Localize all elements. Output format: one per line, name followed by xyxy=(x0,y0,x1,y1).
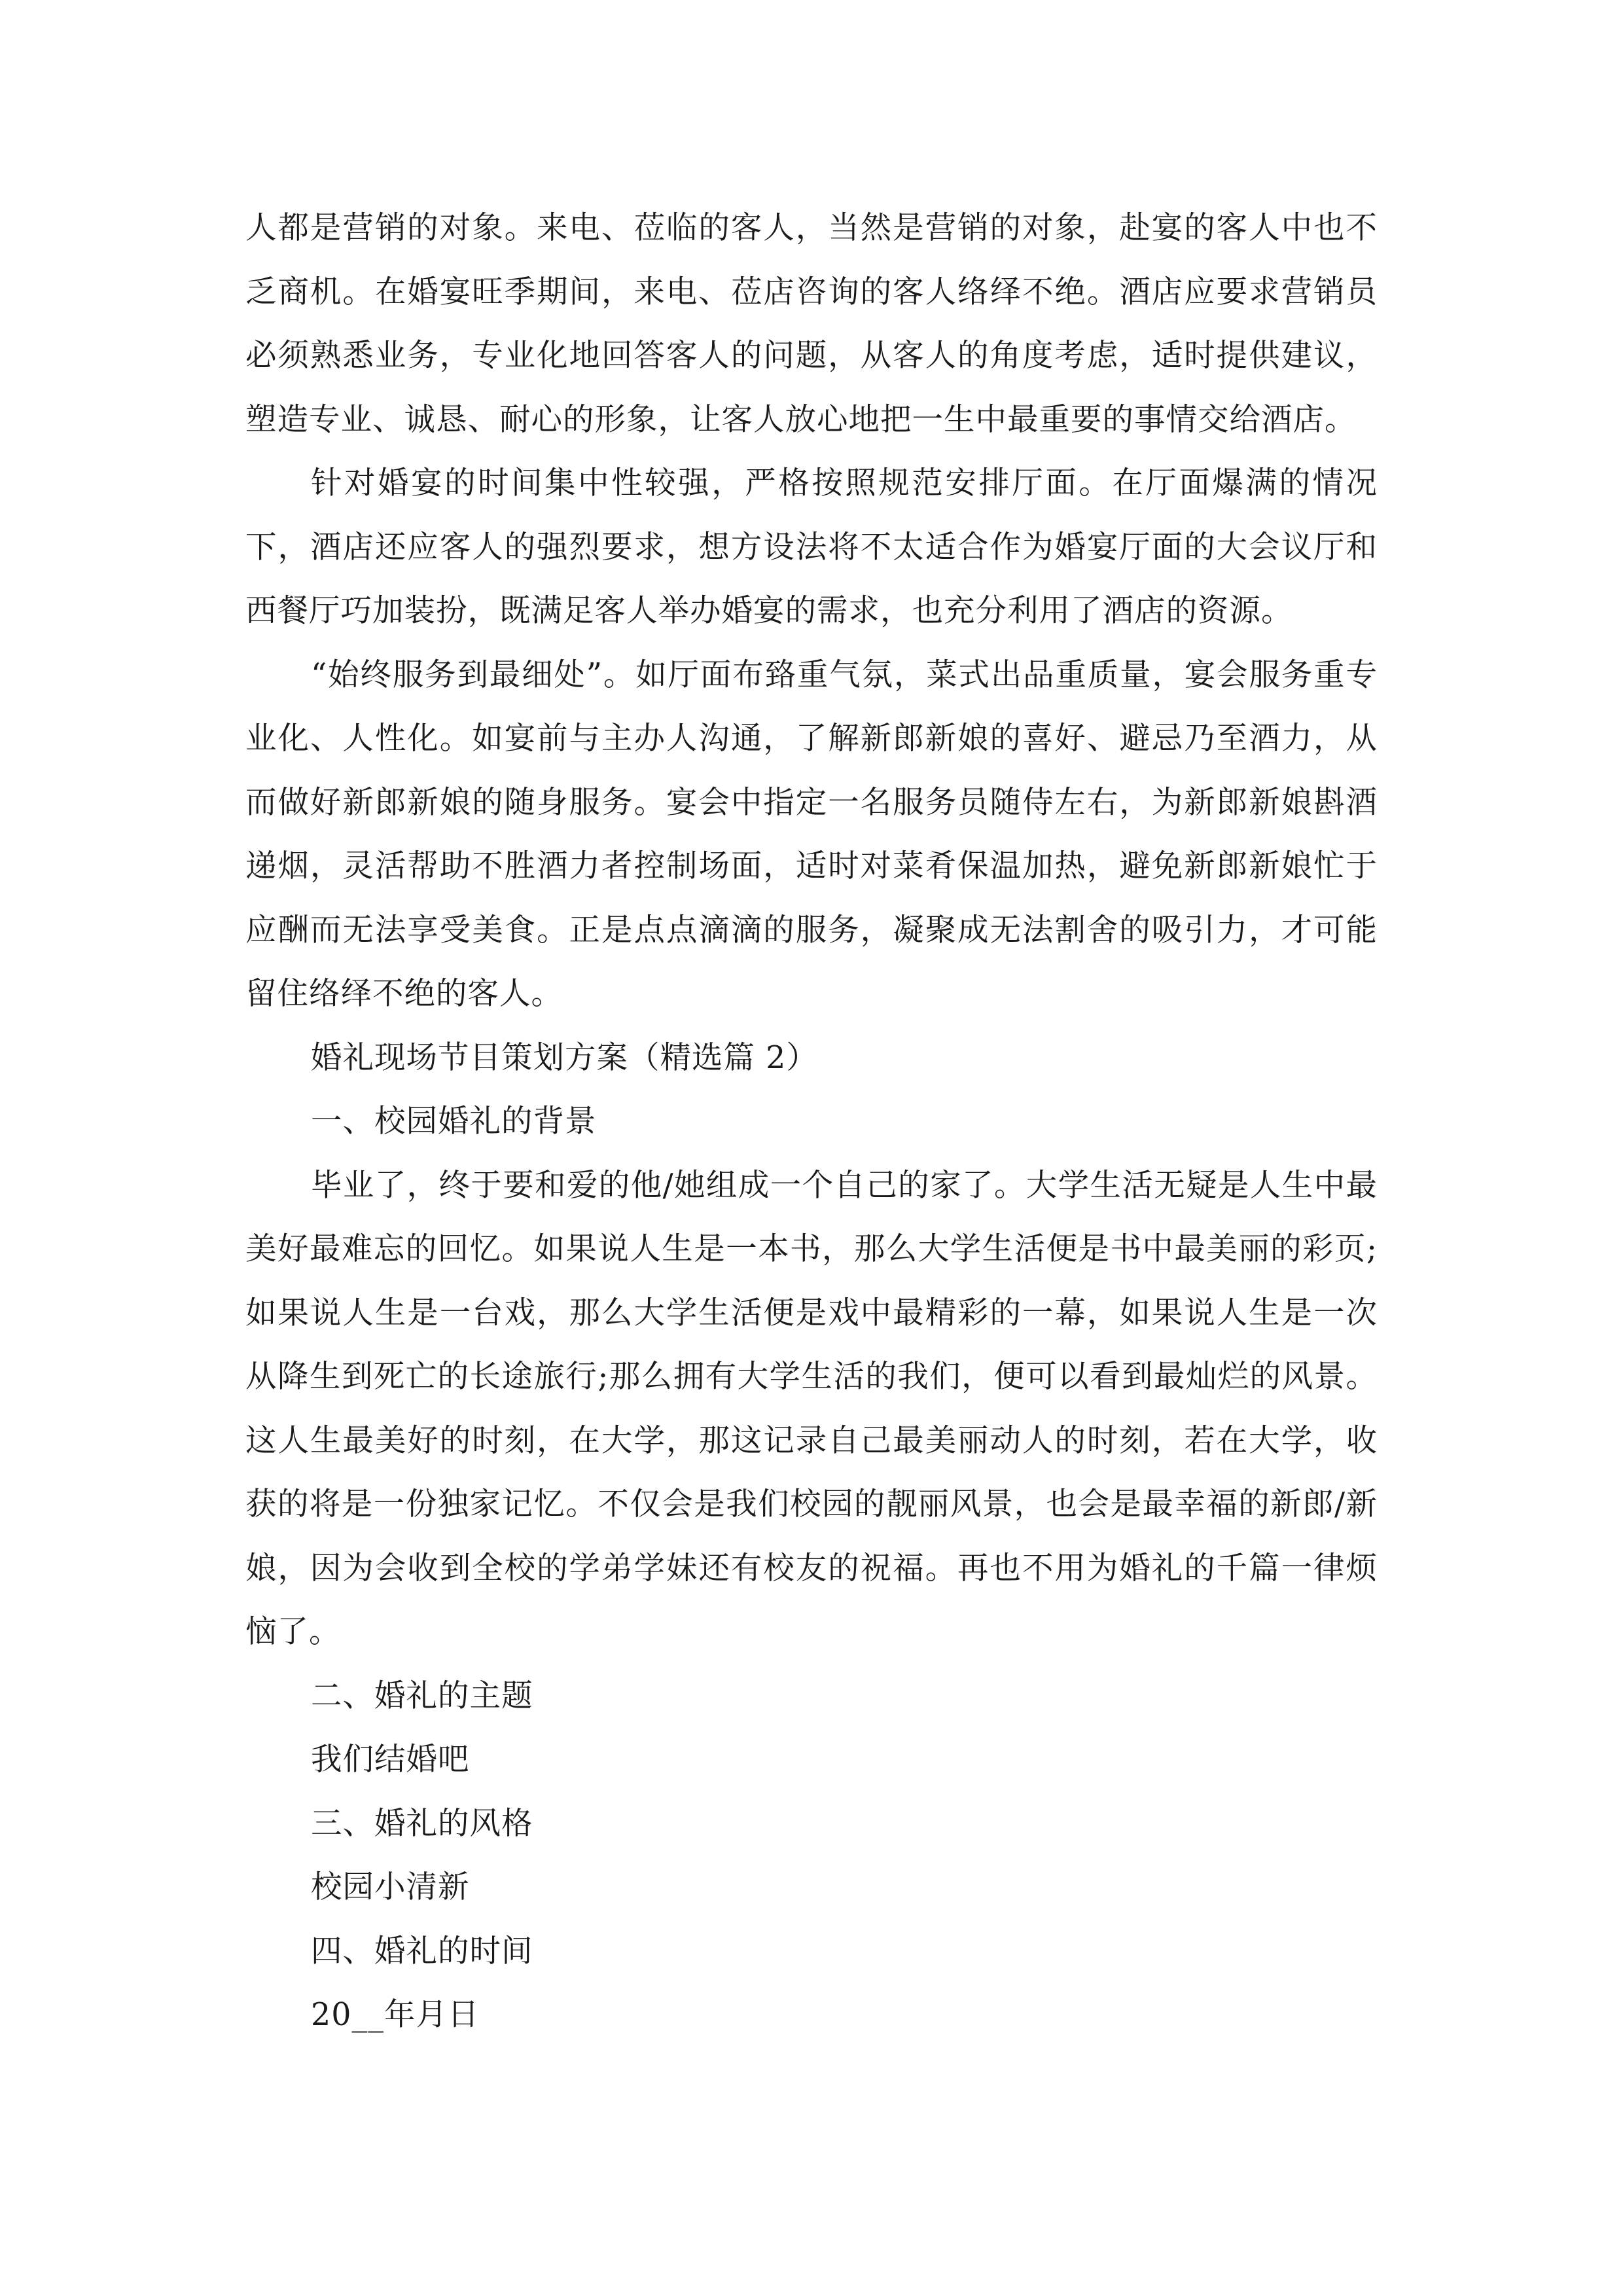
section-title: 婚礼现场节目策划方案（精选篇 2） xyxy=(311,1039,818,1076)
text-style: 校园小清新 xyxy=(311,1869,470,1905)
paragraph-marketing: 人都是营销的对象。来电、莅临的客人，当然是营销的对象，赴宴的客人中也不乏商机。在婚宴旺季期间，来电、莅店咨询的客人络绎不绝。酒店应要求营销员必须熟悉业务，专业化地回答客人的问题，从客人的角度考虑，适时提供建议，塑造专业、诚恳、耐心的形象，让客人放心地把一生中最重要的事情交给酒店。 xyxy=(245,210,1378,438)
paragraph-service-detail: “始终服务到最细处”。如厅面布臵重气氛，菜式出品重质量，宴会服务重专业化、人性化。如宴前与主办人沟通，了解新郎新娘的喜好、避忌乃至酒力，从而做好新郎新娘的随身服务。宴会中指定一名服务员随侍左右，为新郎新娘斟酒递烟，灵活帮助不胜酒力者控制场面，适时对菜肴保温加热，避免新郎新娘忙于应酬而无法享受美食。正是点点滴滴的服务，凝聚成无法割舍的吸引力，才可能留住络绎不绝的客人。 xyxy=(245,656,1378,1012)
paragraph-banquet-hall: 针对婚宴的时间集中性较强，严格按照规范安排厅面。在厅面爆满的情况下，酒店还应客人的强烈要求，想方设法将不太适合作为婚宴厅面的大会议厅和西餐厅巧加装扮，既满足客人举办婚宴的需求，也充分利用了酒店的资源。 xyxy=(245,465,1378,629)
document-body xyxy=(245,196,1378,2047)
text-theme: 我们结婚吧 xyxy=(311,1742,470,1778)
heading-time: 四、婚礼的时间 xyxy=(311,1933,533,1969)
text-time: 20__年月日 xyxy=(311,1997,480,2033)
heading-style: 三、婚礼的风格 xyxy=(311,1805,533,1842)
paragraph-background: 毕业了，终于要和爱的他/她组成一个自己的家了。大学生活无疑是人生中最美好最难忘的回忆。如果说人生是一本书，那么大学生活便是书中最美丽的彩页;如果说人生是一台戏，那么大学生活便是戏中最精彩的一幕，如果说人生是一次从降生到死亡的长途旅行;那么拥有大学生活的我们，便可以看到最灿烂的风景。这人生最美好的时刻，在大学，那这记录自己最美丽动人的时刻，若在大学，收获的将是一份独家记忆。不仅会是我们校园的靓丽风景，也会是最幸福的新郎/新娘，因为会收到全校的学弟学妹还有校友的祝福。再也不用为婚礼的千篇一律烦恼了。 xyxy=(245,1167,1378,1650)
heading-theme: 二、婚礼的主题 xyxy=(311,1677,533,1714)
heading-background: 一、校园婚礼的背景 xyxy=(311,1103,597,1139)
